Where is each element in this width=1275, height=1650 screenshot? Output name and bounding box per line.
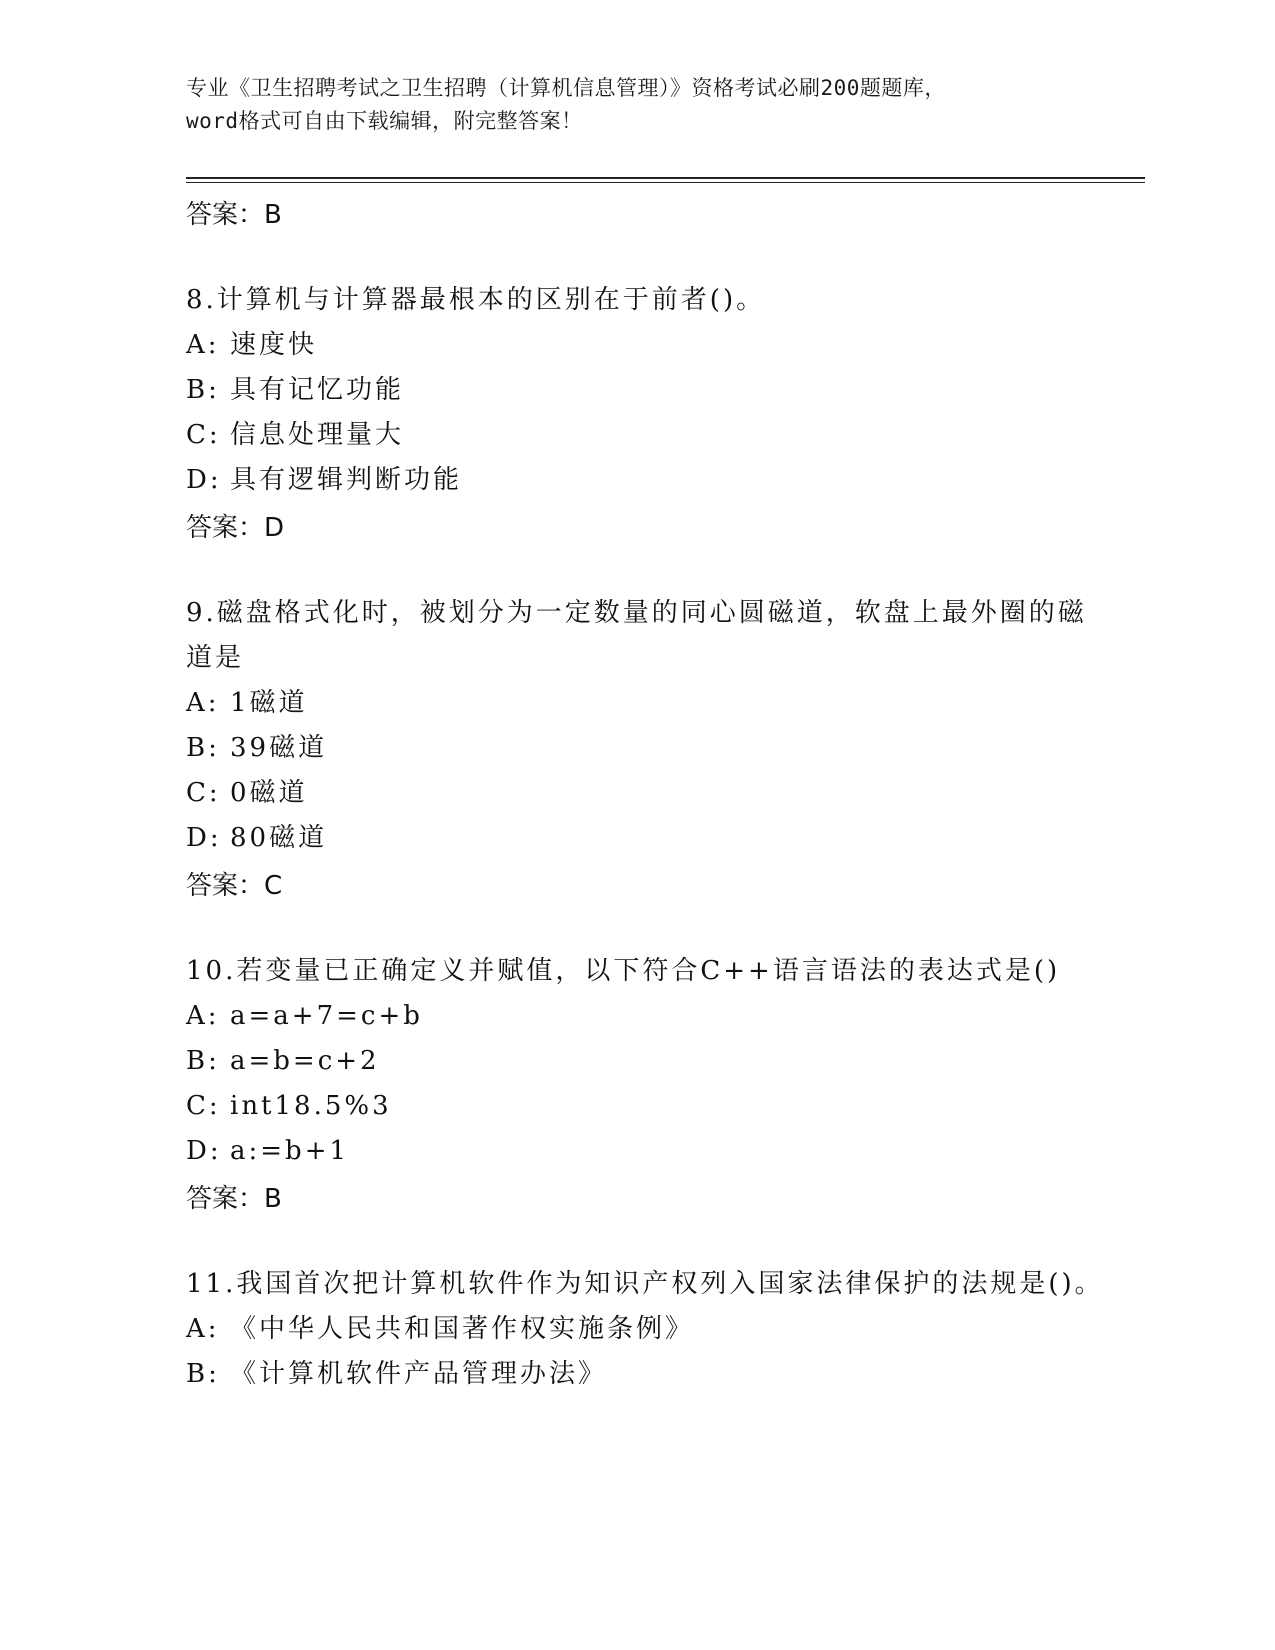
option-letter: B:	[186, 375, 220, 405]
header-title-line-1: 专业《卫生招聘考试之卫生招聘（计算机信息管理）》资格考试必刷200题题库，	[186, 76, 946, 100]
question-text: 9.磁盘格式化时，被划分为一定数量的同心圆磁道，软盘上最外圈的磁道是	[186, 598, 1087, 673]
question-block	[186, 591, 1106, 903]
question-block	[186, 1262, 1106, 1397]
option-a	[186, 994, 1106, 1039]
option-text: int18.5%3	[230, 1091, 392, 1121]
document-header	[186, 72, 1086, 138]
option-letter: C:	[186, 1091, 221, 1121]
option-b	[186, 1039, 1106, 1084]
option-text: 80磁道	[230, 823, 328, 853]
option-b	[186, 1352, 1106, 1397]
option-text: 速度快	[230, 330, 318, 360]
option-d	[186, 458, 1106, 503]
option-letter: C:	[186, 420, 221, 450]
option-letter: D:	[186, 465, 222, 495]
option-text: 信息处理量大	[230, 420, 405, 450]
option-d	[186, 1129, 1106, 1174]
option-letter: B:	[186, 1046, 220, 1076]
option-c	[186, 1084, 1106, 1129]
option-letter: A:	[186, 330, 220, 360]
option-b	[186, 726, 1106, 771]
answer-line: 答案：B	[186, 1184, 282, 1214]
option-a	[186, 323, 1106, 368]
option-d	[186, 816, 1106, 861]
document-content	[186, 190, 1106, 1397]
option-c	[186, 771, 1106, 816]
answer-line: 答案：B	[186, 200, 282, 230]
option-letter: A:	[186, 1001, 220, 1031]
option-letter: D:	[186, 823, 222, 853]
option-text: 具有记忆功能	[230, 375, 405, 405]
answer-line: 答案：C	[186, 871, 283, 901]
option-letter: A:	[186, 1314, 220, 1344]
option-text: 《计算机软件产品管理办法》	[230, 1359, 608, 1389]
header-divider-thick	[186, 177, 1145, 179]
option-a	[186, 681, 1106, 726]
option-text: 1磁道	[230, 688, 308, 718]
option-a	[186, 1307, 1106, 1352]
answer-line: 答案：D	[186, 513, 285, 543]
question-text: 8.计算机与计算器最根本的区别在于前者()。	[186, 285, 766, 315]
header-divider-thin	[186, 182, 1145, 183]
option-letter: B:	[186, 733, 220, 763]
question-block	[186, 949, 1106, 1216]
question-text: 11.我国首次把计算机软件作为知识产权列入国家法律保护的法规是()。	[186, 1269, 1104, 1299]
option-letter: C:	[186, 778, 221, 808]
option-letter: A:	[186, 688, 220, 718]
option-text: 具有逻辑判断功能	[230, 465, 463, 495]
option-text: 《中华人民共和国著作权实施条例》	[230, 1314, 695, 1344]
option-b	[186, 368, 1106, 413]
option-text: 0磁道	[230, 778, 308, 808]
question-text: 10.若变量已正确定义并赋值，以下符合C++语言语法的表达式是()	[186, 956, 1061, 986]
question-block	[186, 278, 1106, 545]
option-letter: B:	[186, 1359, 220, 1389]
option-text: a=b=c+2	[230, 1046, 380, 1076]
option-text: 39磁道	[230, 733, 328, 763]
option-letter: D:	[186, 1136, 222, 1166]
option-text: a:=b+1	[230, 1136, 350, 1166]
option-text: a=a+7=c+b	[230, 1001, 423, 1031]
header-title-line-2: word格式可自由下载编辑，附完整答案！	[186, 109, 583, 133]
option-c	[186, 413, 1106, 458]
